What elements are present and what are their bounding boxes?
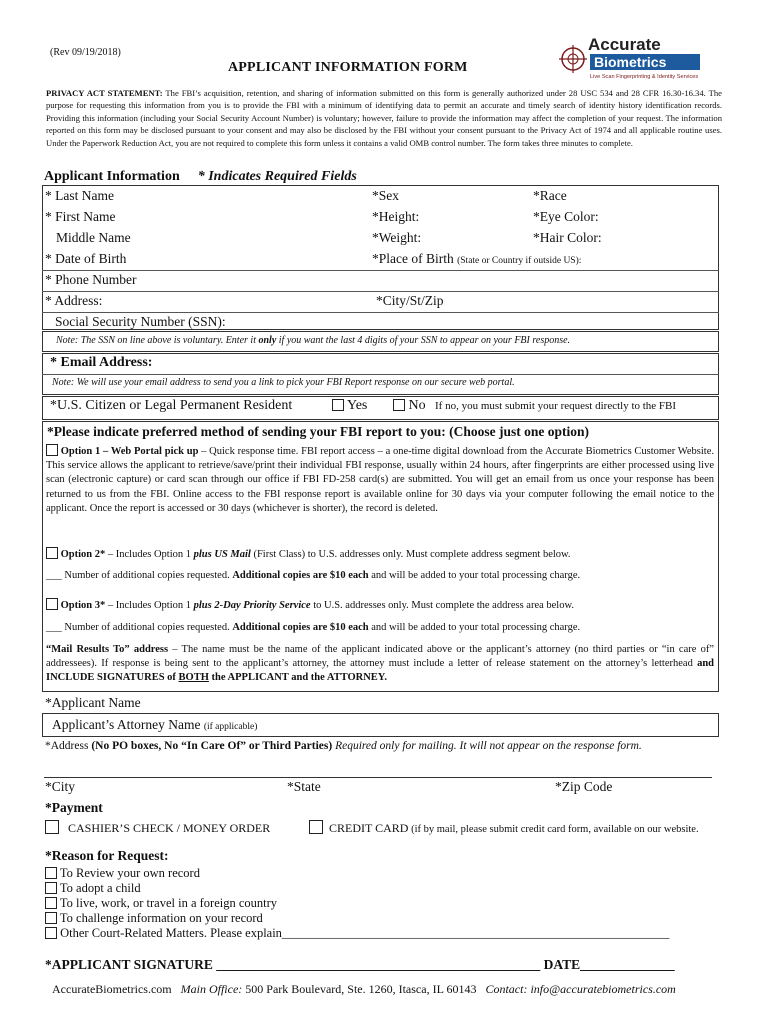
mailing-address-rules: (No PO boxes, No “In Care Of” or Third Parties) bbox=[91, 740, 333, 752]
ssn-note-text: Note: The SSN on line above is voluntary. Enter it bbox=[56, 335, 259, 346]
email-note: Note: We will use your email address to send you a link to pick your FBI Report response on our secure web portal. bbox=[52, 377, 515, 388]
reason-item[interactable] bbox=[45, 866, 200, 881]
copies-price: Additional copies are $10 each bbox=[232, 570, 369, 581]
reason-checkbox[interactable] bbox=[45, 927, 57, 939]
reason-checkbox[interactable] bbox=[45, 912, 57, 924]
reason-item[interactable] bbox=[45, 881, 141, 896]
applicant-heading-label: Applicant Information bbox=[44, 169, 180, 184]
eye-color-field[interactable]: *Eye Color: bbox=[533, 209, 599, 224]
reason-label: Other Court-Related Matters. Please explain______________________________________________________________ bbox=[60, 926, 670, 940]
option-2-checkbox[interactable] bbox=[46, 547, 58, 559]
mailing-state-field[interactable]: *State bbox=[287, 779, 321, 794]
signature-line[interactable] bbox=[45, 957, 675, 973]
footer-contact: Contact: info@accuratebiometrics.com bbox=[485, 982, 676, 996]
logo-biometrics: Biometrics bbox=[594, 54, 667, 70]
copies-text-end: and will be added to your total processing charge. bbox=[368, 570, 581, 581]
middle-name-field[interactable]: Middle Name bbox=[56, 230, 131, 245]
first-name-field[interactable]: * First Name bbox=[45, 209, 116, 224]
address-field[interactable]: * Address: bbox=[45, 293, 103, 308]
credit-checkbox[interactable] bbox=[309, 820, 323, 834]
cashier-label: CASHIER’S CHECK / MONEY ORDER bbox=[68, 821, 271, 835]
reason-checkbox[interactable] bbox=[45, 882, 57, 894]
hair-color-field[interactable]: *Hair Color: bbox=[533, 230, 602, 245]
option-1-paragraph bbox=[46, 444, 714, 516]
mail-results-both: BOTH bbox=[178, 672, 209, 684]
footer-office: 500 Park Boulevard, Ste. 1260, Itasca, IL 60143 bbox=[242, 982, 477, 996]
reason-label: To live, work, or travel in a foreign country bbox=[59, 896, 278, 910]
option-3-label: Option 3* bbox=[60, 600, 106, 611]
privacy-text: The FBI’s acquisition, retention, and sharing of information submitted on this form is generally authorized under 28 USC 534 and 28 CFR 16.30-16.34. The purpose for requesting this information from you is to provide the FBI with a minimum of identifying data to permit an accurate and timely search of identity history identification records. Providing this information (including your Social Security Account Number) is voluntary; however, failure to provide the information may affect the completion of your request. The information reported on this form may be disclosed pursuant to your consent and may also be disclosed by the FBI without your consent pursuant to the Privacy Act of 1974 and all applicable routine uses. Under the Paperwork Reduction Act, you are not required to complete this form unless it contains a valid OMB control number. The form takes three minutes to complete. bbox=[46, 88, 722, 148]
divider bbox=[42, 270, 719, 271]
mailing-address-field[interactable] bbox=[45, 740, 642, 752]
reason-checkbox[interactable] bbox=[45, 867, 57, 879]
logo-accurate: Accurate bbox=[588, 35, 661, 54]
copies-text-end: and will be added to your total processing charge. bbox=[368, 622, 581, 633]
race-field[interactable]: *Race bbox=[533, 188, 567, 203]
form-title: APPLICANT INFORMATION FORM bbox=[228, 60, 468, 75]
option-3-checkbox[interactable] bbox=[46, 598, 58, 610]
copies-text: Number of additional copies requested. bbox=[61, 622, 233, 633]
privacy-label: PRIVACY ACT STATEMENT: bbox=[46, 88, 163, 98]
option-2-copies-blank[interactable]: ___ bbox=[46, 570, 62, 581]
applicant-heading bbox=[44, 169, 357, 185]
city-st-zip-field[interactable]: *City/St/Zip bbox=[376, 293, 444, 308]
no-label: No bbox=[408, 398, 426, 413]
sex-field[interactable]: *Sex bbox=[372, 188, 399, 203]
mail-results-paragraph bbox=[46, 643, 714, 686]
address-line bbox=[44, 777, 712, 778]
credit-note: (if by mail, please submit credit card form, available on our website. bbox=[408, 824, 699, 835]
mail-results-bold: and INCLUDE SIGNATURES of bbox=[46, 658, 714, 684]
option-3-paragraph bbox=[46, 598, 714, 613]
place-of-birth-field[interactable] bbox=[372, 251, 581, 267]
option-3-text-end: to U.S. addresses only. Must complete the address area below. bbox=[310, 600, 575, 611]
option-2-plus: plus US Mail bbox=[193, 549, 251, 560]
mail-results-bold-end: the APPLICANT and the ATTORNEY. bbox=[208, 672, 388, 684]
revision-date: (Rev 09/19/2018) bbox=[50, 47, 121, 58]
option-2-paragraph bbox=[46, 547, 714, 562]
citizen-no-option[interactable] bbox=[393, 398, 426, 414]
payment-credit-option[interactable] bbox=[309, 820, 699, 836]
attorney-name-label: Applicant’s Attorney Name bbox=[52, 717, 201, 732]
required-fields-note: * Indicates Required Fields bbox=[197, 169, 357, 184]
option-3-copies bbox=[46, 621, 714, 635]
phone-number-field[interactable]: * Phone Number bbox=[45, 272, 137, 287]
yes-label: Yes bbox=[346, 398, 368, 413]
payment-cashier-option[interactable] bbox=[45, 820, 270, 836]
last-name-field[interactable]: * Last Name bbox=[45, 188, 114, 203]
credit-label: CREDIT CARD bbox=[329, 821, 409, 835]
ssn-note-text-end: if you want the last 4 digits of your SSN to appear on your FBI response. bbox=[276, 335, 571, 346]
reason-label: To Review your own record bbox=[59, 866, 200, 880]
reason-heading: *Reason for Request: bbox=[45, 848, 169, 863]
option-1-checkbox[interactable] bbox=[46, 444, 58, 456]
place-of-birth-note: (State or Country if outside US): bbox=[457, 256, 582, 266]
delivery-heading: *Please indicate preferred method of sending your FBI report to you: (Choose just one option) bbox=[47, 424, 589, 439]
yes-checkbox[interactable] bbox=[332, 399, 344, 411]
option-1-text: – Quick response time. FBI report access – a one-time digital download from the Accurate Biometrics Customer Website. This service allows the applicant to retrieve/save/print their individual FBI response, usually within 24 hours, after fingerprints are either processed using live scan (electronic capture) or card scan through our office if FBI FD-258 card(s) are submitted. You will get an email from us once your response has been returned to us from the FBI. Online access to the FBI response report is available online for 30 days via your computer following the email notice to the applicant. Once the report is accessed or 30 days (whichever is shorter), the record is deleted. bbox=[46, 446, 714, 514]
ssn-note-only: only bbox=[258, 335, 277, 346]
cashier-checkbox[interactable] bbox=[45, 820, 59, 834]
mailing-address-note: Required only for mailing. It will not appear on the response form. bbox=[332, 740, 642, 752]
citizen-no-note: If no, you must submit your request directly to the FBI bbox=[435, 400, 677, 412]
place-of-birth-label: *Place of Birth bbox=[372, 251, 454, 266]
reason-item[interactable] bbox=[45, 896, 277, 911]
mailing-zip-field[interactable]: *Zip Code bbox=[555, 779, 613, 794]
payment-heading: *Payment bbox=[45, 800, 103, 815]
signature-label: *APPLICANT SIGNATURE ________________________________________________ bbox=[45, 957, 541, 972]
divider bbox=[42, 312, 719, 313]
no-checkbox[interactable] bbox=[393, 399, 405, 411]
height-field[interactable]: *Height: bbox=[372, 209, 420, 224]
email-address-field[interactable]: * Email Address: bbox=[50, 355, 153, 370]
copies-price: Additional copies are $10 each bbox=[232, 622, 369, 633]
reason-label: To challenge information on your record bbox=[59, 911, 263, 925]
date-of-birth-field[interactable]: * Date of Birth bbox=[45, 251, 127, 266]
mailing-address-label: *Address bbox=[45, 740, 92, 752]
date-label: DATE______________ bbox=[540, 957, 675, 972]
option-2-copies bbox=[46, 569, 714, 583]
divider bbox=[42, 291, 719, 292]
ssn-note bbox=[56, 335, 570, 346]
weight-field[interactable]: *Weight: bbox=[372, 230, 422, 245]
applicant-name-field[interactable]: *Applicant Name bbox=[45, 695, 141, 710]
company-logo bbox=[558, 32, 704, 82]
attorney-name-field[interactable] bbox=[52, 717, 257, 733]
option-3-text: – Includes Option 1 bbox=[105, 600, 194, 611]
citizen-question: *U.S. Citizen or Legal Permanent Resident bbox=[50, 398, 293, 413]
reason-label: To adopt a child bbox=[59, 881, 141, 895]
citizen-yes-option[interactable] bbox=[332, 398, 367, 414]
option-2-text-end: (First Class) to U.S. addresses only. Must complete address segment below. bbox=[250, 549, 571, 560]
copies-text: Number of additional copies requested. bbox=[61, 570, 233, 581]
reason-item[interactable] bbox=[45, 926, 669, 941]
option-1-label: Option 1 – Web Portal pick up bbox=[60, 446, 199, 457]
footer bbox=[52, 982, 676, 997]
option-2-label: Option 2* bbox=[60, 549, 106, 560]
footer-office-label: Main Office: bbox=[180, 982, 243, 996]
attorney-note: (if applicable) bbox=[203, 722, 258, 732]
option-2-text: – Includes Option 1 bbox=[105, 549, 194, 560]
logo-tagline: Live Scan Fingerprinting & Identity Services bbox=[590, 74, 699, 80]
privacy-statement bbox=[46, 87, 722, 149]
mail-results-text: – The name must be the name of the applicant indicated above or the applicant’s attorney (no third parties or “in care of” addressees). If response is being sent to the applicant’s attorney, the attorney must include a letter of release statement on the attorney’s letterhead bbox=[46, 644, 714, 670]
option-3-copies-blank[interactable]: ___ bbox=[46, 622, 62, 633]
mail-results-label: “Mail Results To” address bbox=[46, 644, 169, 655]
option-3-plus: plus 2-Day Priority Service bbox=[193, 600, 311, 611]
footer-site: AccurateBiometrics.com bbox=[52, 982, 172, 996]
reason-checkbox[interactable] bbox=[45, 897, 57, 909]
reason-item[interactable] bbox=[45, 911, 263, 926]
mailing-city-field[interactable]: *City bbox=[45, 779, 76, 794]
ssn-field[interactable]: Social Security Number (SSN): bbox=[55, 314, 226, 329]
divider bbox=[42, 374, 719, 375]
